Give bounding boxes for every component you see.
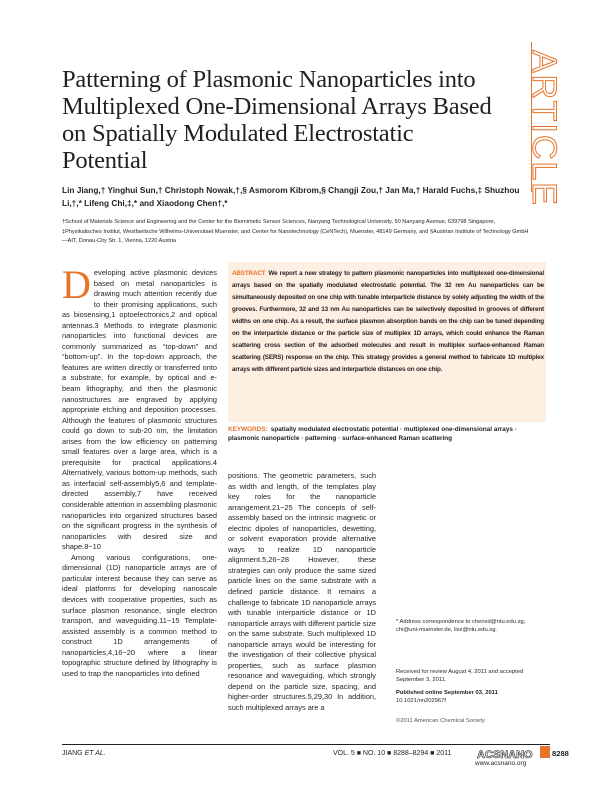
footer-rule	[62, 744, 550, 745]
published-label: Published online September 03, 2011	[396, 690, 498, 696]
section-label: ARTICLE	[525, 50, 563, 207]
paragraph-1-text: eveloping active plasmonic devices based on metal nanoparticles is drawing much attention recently due to their promising applications, such as biosensing,1 optoelectronics,2 and optical antennas.3 Methods to integrate plasmonic nanoparticles into functional devices are commonly summarized as “top-down” and “bottom-up”. In the top-down approach, the features are written directly or transferred onto a substrate, for example, by optical and e-beam lithography, and then the plasmonic nanostructures are engraved by applying appropriate etching and deposition processes. Although the features of plasmonic structures could go down to sub-20 nm, the limitation arises from the low efficiency on patterning small features over a large area, which is a prerequisite for practical applications.4 Alternatively, various bottom-up methods, such as interfacial self-assembly5,6 and template-directed assembly,7 have received considerable attention in assembling plasmonic nanoparticles into organized structures based on the significant progress in the synthesis of nanoparticles with desired size and shape.8−10	[62, 268, 217, 552]
drop-cap: D	[62, 262, 91, 307]
footer-author-name: JIANG	[62, 750, 83, 757]
keywords	[228, 426, 546, 443]
brand-wordmark: ACSNANO	[477, 749, 533, 761]
correspondence-note: * Address correspondence to chenxd@ntu.edu.sg, chi@uni-muenster.de, lisz@ntu.edu.sg.	[396, 619, 526, 633]
abstract	[232, 268, 544, 376]
received-note: Received for review August 4, 2011 and accepted September 3, 2011.	[396, 669, 524, 683]
doi-text[interactable]: 10.1021/nn202967f	[396, 697, 446, 704]
published-note	[396, 690, 536, 705]
author-list: Lin Jiang,† Yinghui Sun,† Christoph Nowak,†,§ Asmorom Kibrom,§ Changji Zou,† Jan Ma,† Harald Fuchs,‡ Shuzhou Li,†,* Lifeng Chi,‡,* and Xiaodong Chen†,*	[62, 185, 520, 208]
footer-volume-info: VOL. 5 ■ NO. 10 ■ 8288–8294 ■ 2011	[333, 750, 452, 757]
journal-url[interactable]: www.acsnano.org	[475, 760, 527, 767]
footer-etal: ET AL.	[84, 750, 106, 757]
abstract-label: ABSTRACT	[232, 270, 266, 277]
affiliations: †School of Materials Science and Engineering and the Center for the Biomimetic Sensor Sciences, Nanyang Technological University, 50 Nanyang Avenue, 639798 Singapore, ‡Physikalisches Institut, Westfaelische Wilhelms-Universitaet Muenster, and Center for Nanotechnology (CeNTech), Muenster, 48149 Germany, and §Austrian Institute of Technology GmbH—AIT, Donau-City Str. 1, Vienna, 1220 Austria	[62, 219, 529, 245]
body-column-left	[62, 262, 217, 679]
article-title: Patterning of Plasmonic Nanoparticles into Multiplexed One-Dimensional Arrays Based on Spatially Modulated Electrostatic Potential	[62, 66, 492, 174]
paragraph-2-text: Among various configurations, one-dimensional (1D) nanoparticle arrays are of particular interest because they can serve as ideal platforms for developing nanoscale devices with cooperative properties, such as surface plasmon resonance, single electron transport, and waveguiding.11−15 Template-assisted assembly is a common method to construct 1D arrangements of nanoparticles,4,16−20 where a linear topographic structure defined by lithography is used to trap the nanoparticles into defined	[62, 552, 217, 678]
footer-authors	[62, 749, 106, 759]
intro-paragraph	[62, 262, 217, 553]
page-number: 8288	[552, 749, 569, 758]
keywords-label: KEYWORDS:	[228, 426, 268, 433]
copyright-note: ©2011 American Chemical Society	[396, 718, 485, 724]
page-marker	[540, 746, 550, 758]
abstract-text: We report a new strategy to pattern plasmonic nanoparticles into multiplexed one-dimensional arrays based on the spatially modulated electrostatic potential. The 32 nm Au nanoparticles can be simultaneously deposited on one chip with tunable interparticle distance by solely adjusting the width of the grooves. Furthermore, 32 and 13 nm Au nanoparticles can be selectively deposited in grooves of different widths on one chip. As a result, the surface plasmon absorption bands on the chip can be tuned depending on the interparticle distance or the particle size of multiplex 1D arrays, which could enhance the Raman scattering cross section of the adsorbed molecules and result in multiplex surface-enhanced Raman scattering (SERS) response on the chip. This strategy provides a general method to fabricate 1D multiplex arrays with different particle sizes and interparticle distances on one chip.	[232, 270, 544, 373]
paragraph-3-text: positions. The geometric parameters, such as width and length, of the templates play key roles for the nanoparticle arrangement.21−25 The concepts of self-assembly based on the intrinsic magnetic or electric dipoles of nanoparticles, dewetting, or solvent evaporation provide alternative ways to realize 1D nanoparticle alignment.5,26−28 However, these strategies can only produce the same sized particle lines on the same substrate with a defined particle distance. It remains a challenge to fabricate 1D nanoparticle arrays with tunable interparticle distance or 1D nanoparticle arrays with different particle size on the same substrate. Such multiplexed 1D nanoparticle arrays would be interesting for the investigation of their collective physical properties, such as surface plasmon resonance and waveguiding, which strongly depend on the particle size, spacing, and higher-order structures.5,29,30 In addition, such multiplexed arrays are a	[228, 471, 376, 713]
body-column-middle	[228, 471, 376, 714]
acsnano-logo-icon	[477, 747, 533, 761]
keywords-text: spatially modulated electrostatic potential · multiplexed one-dimensional arrays · plasmonic nanoparticle · patterning · surface-enhanced Raman scattering	[228, 426, 517, 442]
